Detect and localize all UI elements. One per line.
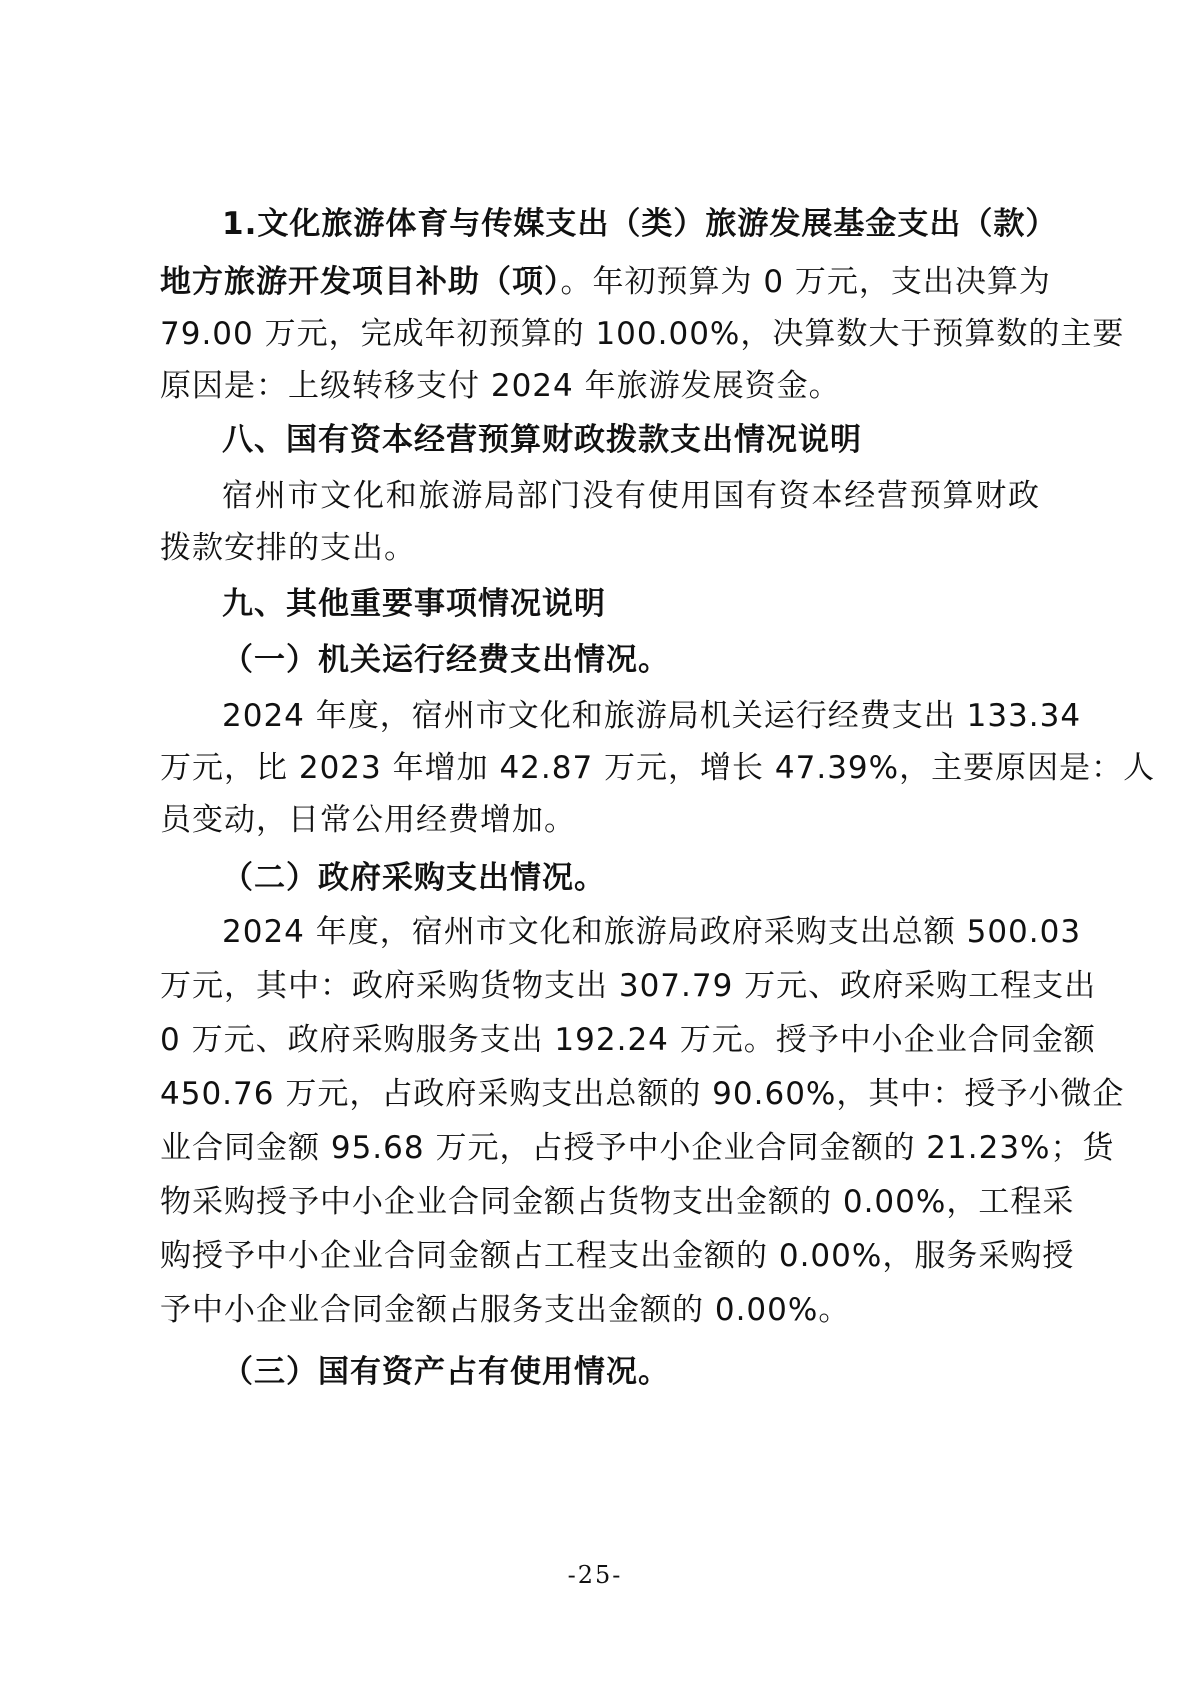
sub1-line2: 万元，比 2023 年增加 42.87 万元，增长 47.39%，主要原因是：人 <box>160 750 1156 786</box>
section9-heading: 九、其他重要事项情况说明 <box>222 586 606 622</box>
sub2-heading: （二）政府采购支出情况。 <box>222 860 606 896</box>
sub2-line6: 物采购授予中小企业合同金额占货物支出金额的 0.00%，工程采 <box>160 1184 1075 1220</box>
item1-heading-line1: 1.文化旅游体育与传媒支出（类）旅游发展基金支出（款） <box>222 206 1058 242</box>
item1-heading-line2: 地方旅游开发项目补助（项） <box>160 264 561 300</box>
item1-line3: 79.00 万元，完成年初预算的 100.00%，决算数大于预算数的主要 <box>160 316 1125 352</box>
item1-line2-text: 。年初预算为 0 万元，支出决算为 <box>560 264 1051 300</box>
sub2-line5: 业合同金额 95.68 万元，占授予中小企业合同金额的 21.23%；货 <box>160 1130 1115 1166</box>
sub2-line7: 购授予中小企业合同金额占工程支出金额的 0.00%，服务采购授 <box>160 1238 1075 1274</box>
sub1-line3: 员变动，日常公用经费增加。 <box>160 802 576 838</box>
sub2-line3: 0 万元、政府采购服务支出 192.24 万元。授予中小企业合同金额 <box>160 1022 1096 1058</box>
item1-line2 <box>160 262 1051 302</box>
section8-line1: 宿州市文化和旅游局部门没有使用国有资本经营预算财政 <box>222 478 1040 514</box>
item1-line4: 原因是：上级转移支付 2024 年旅游发展资金。 <box>160 368 841 404</box>
page-number: -25- <box>567 1561 623 1589</box>
sub1-line1: 2024 年度，宿州市文化和旅游局机关运行经费支出 133.34 <box>222 698 1082 734</box>
sub2-line1: 2024 年度，宿州市文化和旅游局政府采购支出总额 500.03 <box>222 914 1082 950</box>
sub2-line4: 450.76 万元，占政府采购支出总额的 90.60%，其中：授予小微企 <box>160 1076 1125 1112</box>
section8-heading: 八、国有资本经营预算财政拨款支出情况说明 <box>222 422 862 458</box>
sub2-line8: 予中小企业合同金额占服务支出金额的 0.00%。 <box>160 1292 851 1328</box>
sub2-line2: 万元，其中：政府采购货物支出 307.79 万元、政府采购工程支出 <box>160 968 1097 1004</box>
sub1-heading: （一）机关运行经费支出情况。 <box>222 642 670 678</box>
section8-line2: 拨款安排的支出。 <box>160 530 416 566</box>
sub3-heading: （三）国有资产占有使用情况。 <box>222 1354 670 1390</box>
